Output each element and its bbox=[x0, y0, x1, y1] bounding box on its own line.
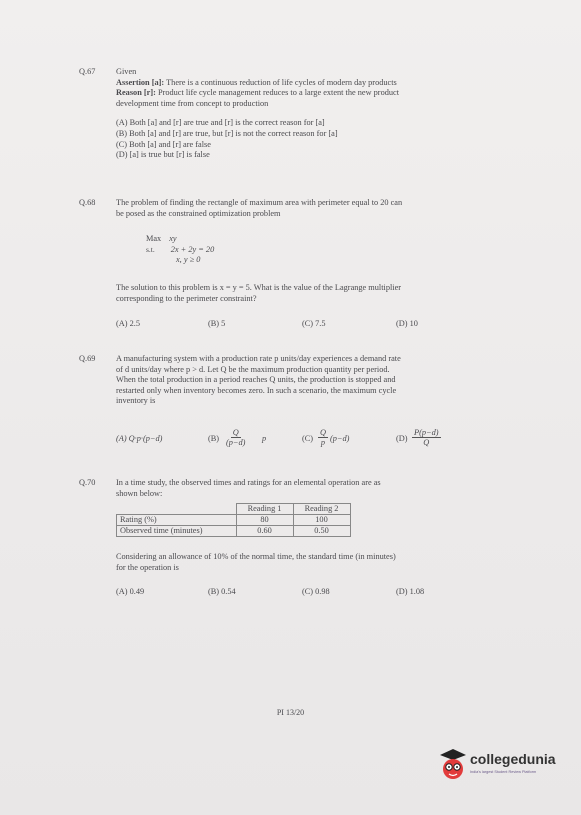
question-text: inventory is bbox=[116, 396, 156, 406]
page-number: PI 13/20 bbox=[276, 708, 305, 717]
question-text: Considering an allowance of 10% of the normal time, the standard time (in minutes) bbox=[116, 552, 396, 561]
table-cell: Rating (%) bbox=[117, 515, 237, 526]
constraint: x, y ≥ 0 bbox=[176, 255, 201, 265]
given-label: Given bbox=[116, 67, 137, 76]
question-number: Q.69 bbox=[79, 354, 96, 363]
question-68 bbox=[116, 198, 488, 219]
option-c-tail: (p−d) bbox=[330, 434, 350, 443]
question-text: for the operation is bbox=[116, 562, 179, 572]
denominator: Q bbox=[423, 438, 430, 447]
option: (A) 2.5 bbox=[116, 319, 140, 328]
denominator: (p−d) bbox=[226, 438, 246, 447]
table-cell: 0.50 bbox=[293, 526, 350, 537]
option-b-fraction bbox=[226, 428, 245, 447]
assertion-text: There is a continuous reduction of life cycles of modern day products bbox=[166, 77, 397, 87]
option: (D) 10 bbox=[396, 319, 418, 328]
question-number: Q.70 bbox=[79, 478, 96, 487]
numerator: P(p−d) bbox=[414, 428, 439, 437]
max-label: Max bbox=[146, 234, 162, 243]
question-text: restarted only when inventory becomes zero. In such a scenario, the maximum cycle bbox=[116, 385, 397, 395]
option: (A) 0.49 bbox=[116, 587, 145, 596]
question-text: of d units/day where p > d. Let Q be the maximum production quantity per period. bbox=[116, 364, 390, 374]
table-header: Reading 1 bbox=[236, 504, 293, 515]
question-text: When the total production in a period reaches Q units, the production is stopped and bbox=[116, 375, 396, 385]
table-cell: Observed time (minutes) bbox=[117, 526, 237, 537]
reason-label: Reason [r]: bbox=[116, 88, 156, 98]
question-67 bbox=[116, 67, 488, 161]
options-row bbox=[116, 428, 488, 454]
option-a: (A) Q·p·(p−d) bbox=[116, 434, 163, 443]
question-text: A manufacturing system with a production rate p units/day experiences a demand rate bbox=[116, 354, 401, 363]
option: (A) Both [a] and [r] are true and [r] is the correct reason for [a] bbox=[116, 118, 325, 128]
table-header-row bbox=[117, 504, 351, 515]
question-70 bbox=[116, 478, 488, 499]
reason-text: Product life cycle management reduces to a large extent the new product bbox=[157, 88, 400, 98]
numerator: Q bbox=[320, 428, 326, 437]
question-text: shown below: bbox=[116, 488, 163, 498]
reason-text-cont: development time from concept to production bbox=[116, 98, 269, 108]
logo-tagline: India's largest Student Review Platform bbox=[470, 770, 537, 774]
logo-name: collegedunia bbox=[470, 751, 556, 767]
constraint: 2x + 2y = 20 bbox=[170, 244, 215, 254]
option-c-label: (C) bbox=[302, 434, 314, 443]
assertion-line bbox=[116, 78, 488, 89]
optimization-problem bbox=[146, 234, 214, 266]
table-cell: 0.60 bbox=[236, 526, 293, 537]
table-row bbox=[117, 526, 351, 537]
reason-line bbox=[116, 88, 488, 99]
option-b-label: (B) bbox=[208, 434, 220, 443]
option: (B) 0.54 bbox=[208, 587, 236, 596]
observation-table bbox=[116, 503, 351, 537]
option: (D) 1.08 bbox=[396, 587, 425, 596]
option-c-fraction bbox=[318, 428, 328, 447]
option: (B) 5 bbox=[208, 319, 226, 328]
option: (C) 7.5 bbox=[302, 319, 326, 328]
table-row bbox=[117, 515, 351, 526]
option-d-label: (D) bbox=[396, 434, 408, 443]
question-text: The problem of finding the rectangle of maximum area with perimeter equal to 20 can bbox=[116, 198, 403, 207]
assertion-label: Assertion [a]: bbox=[116, 77, 165, 87]
option: (C) 0.98 bbox=[302, 587, 330, 596]
st-label: s.t. bbox=[146, 244, 155, 254]
option: (B) Both [a] and [r] are true, but [r] is not the correct reason for [a] bbox=[116, 128, 338, 138]
option-d-fraction bbox=[412, 428, 441, 447]
question-text: The solution to this problem is x = y = 5. What is the value of the Lagrange multiplier bbox=[116, 283, 402, 292]
table-cell: 80 bbox=[236, 515, 293, 526]
table-header bbox=[117, 504, 237, 515]
question-text: corresponding to the perimeter constraint? bbox=[116, 293, 257, 303]
table-cell: 100 bbox=[293, 515, 350, 526]
objective: xy bbox=[169, 234, 177, 243]
denominator: p bbox=[320, 438, 326, 447]
collegedunia-logo bbox=[436, 745, 566, 787]
question-68-solution bbox=[116, 283, 488, 304]
option: (C) Both [a] and [r] are false bbox=[116, 139, 211, 149]
question-69 bbox=[116, 354, 488, 407]
mascot-icon bbox=[436, 745, 470, 785]
option-b-tail: p bbox=[262, 434, 267, 443]
table-header: Reading 2 bbox=[293, 504, 350, 515]
question-70-followup bbox=[116, 552, 488, 573]
question-number: Q.67 bbox=[79, 67, 96, 76]
numerator: Q bbox=[232, 428, 239, 437]
question-number: Q.68 bbox=[79, 198, 96, 207]
question-text: In a time study, the observed times and ratings for an elemental operation are as bbox=[116, 478, 381, 487]
question-text: be posed as the constrained optimization problem bbox=[116, 208, 281, 218]
option: (D) [a] is true but [r] is false bbox=[116, 150, 210, 160]
